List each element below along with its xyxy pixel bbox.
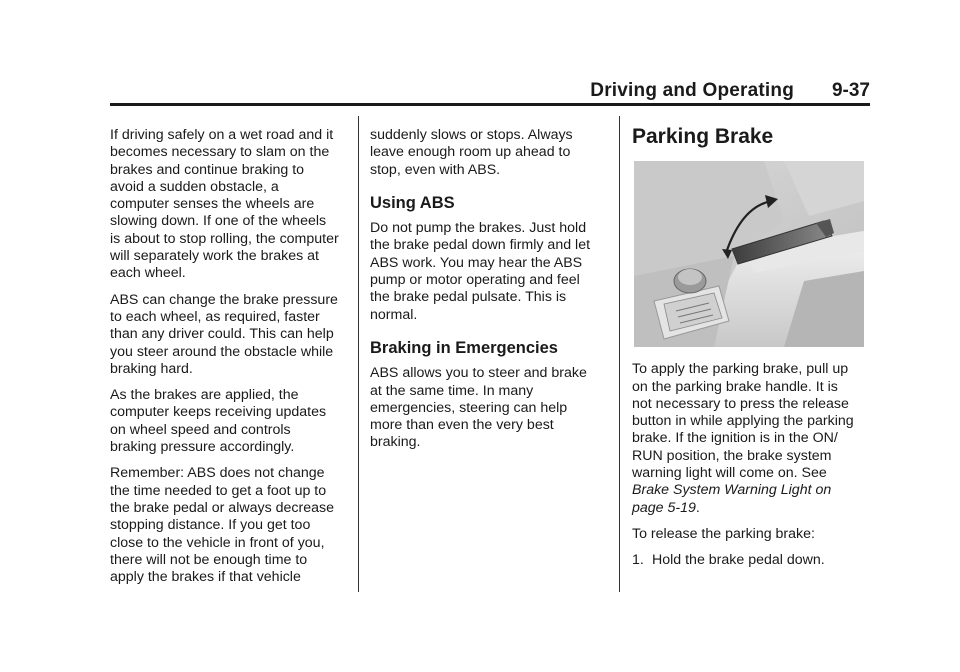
step-text: Hold the brake pedal down. (652, 552, 825, 569)
paragraph (632, 361, 872, 517)
page-number: 9-37 (831, 80, 870, 101)
parking-brake-illustration (634, 161, 864, 347)
cross-reference-link[interactable]: Brake System Warning Light on page 5-19 (632, 482, 832, 516)
paragraph: suddenly slows or stops. Always leave enough room up ahead to stop, even with ABS. (370, 127, 573, 178)
apply-text: To apply the parking brake, pull up on the parking brake handle. It is not necessary to press the release button in while applying the parking brake. If the ignition is in the ON/ RUN position, the brake system warning light will come on. See (632, 361, 854, 482)
xref-end: . (695, 499, 700, 516)
column-divider (358, 116, 359, 592)
column-2 (370, 127, 605, 461)
paragraph: To release the parking brake: (632, 525, 815, 542)
paragraph: If driving safely on a wet road and it becomes necessary to slam on the brakes and continue braking to avoid a sudden obstacle, a computer senses the wheels are slowing down. If one of the wheels is about to stop rolling, the computer will separately work the brakes at each wheel. (110, 127, 339, 282)
paragraph: Do not pump the brakes. Just hold the brake pedal down firmly and let ABS work. You may hear the ABS pump or motor operating and feel the brake pedal pulsate. This is normal. (370, 220, 591, 323)
paragraph: ABS can change the brake pressure to each wheel, as required, faster than any driver could. This can help you steer around the obstacle while braking hard. (110, 291, 338, 377)
paragraph: ABS allows you to steer and brake at the same time. In many emergencies, steering can help more than even the very best braking. (370, 365, 587, 451)
column-3 (632, 127, 872, 570)
section-heading-parking-brake: Parking Brake (632, 125, 774, 148)
column-divider (619, 116, 620, 592)
section-title: Driving and Operating (590, 80, 794, 101)
subheading-using-abs: Using ABS (370, 193, 455, 212)
subheading-braking-emergencies: Braking in Emergencies (370, 338, 558, 357)
list-item (632, 552, 872, 569)
step-number: 1. (632, 552, 644, 569)
page-header (110, 80, 870, 102)
paragraph: Remember: ABS does not change the time needed to get a foot up to the brake pedal or always decrease stopping distance. If you get too close to the vehicle in front of you, there will not be enough time to apply the brakes if that vehicle (110, 465, 334, 586)
header-rule (110, 103, 870, 106)
paragraph: As the brakes are applied, the computer keeps receiving updates on wheel speed and controls braking pressure accordingly. (110, 387, 327, 456)
column-1 (110, 127, 345, 595)
